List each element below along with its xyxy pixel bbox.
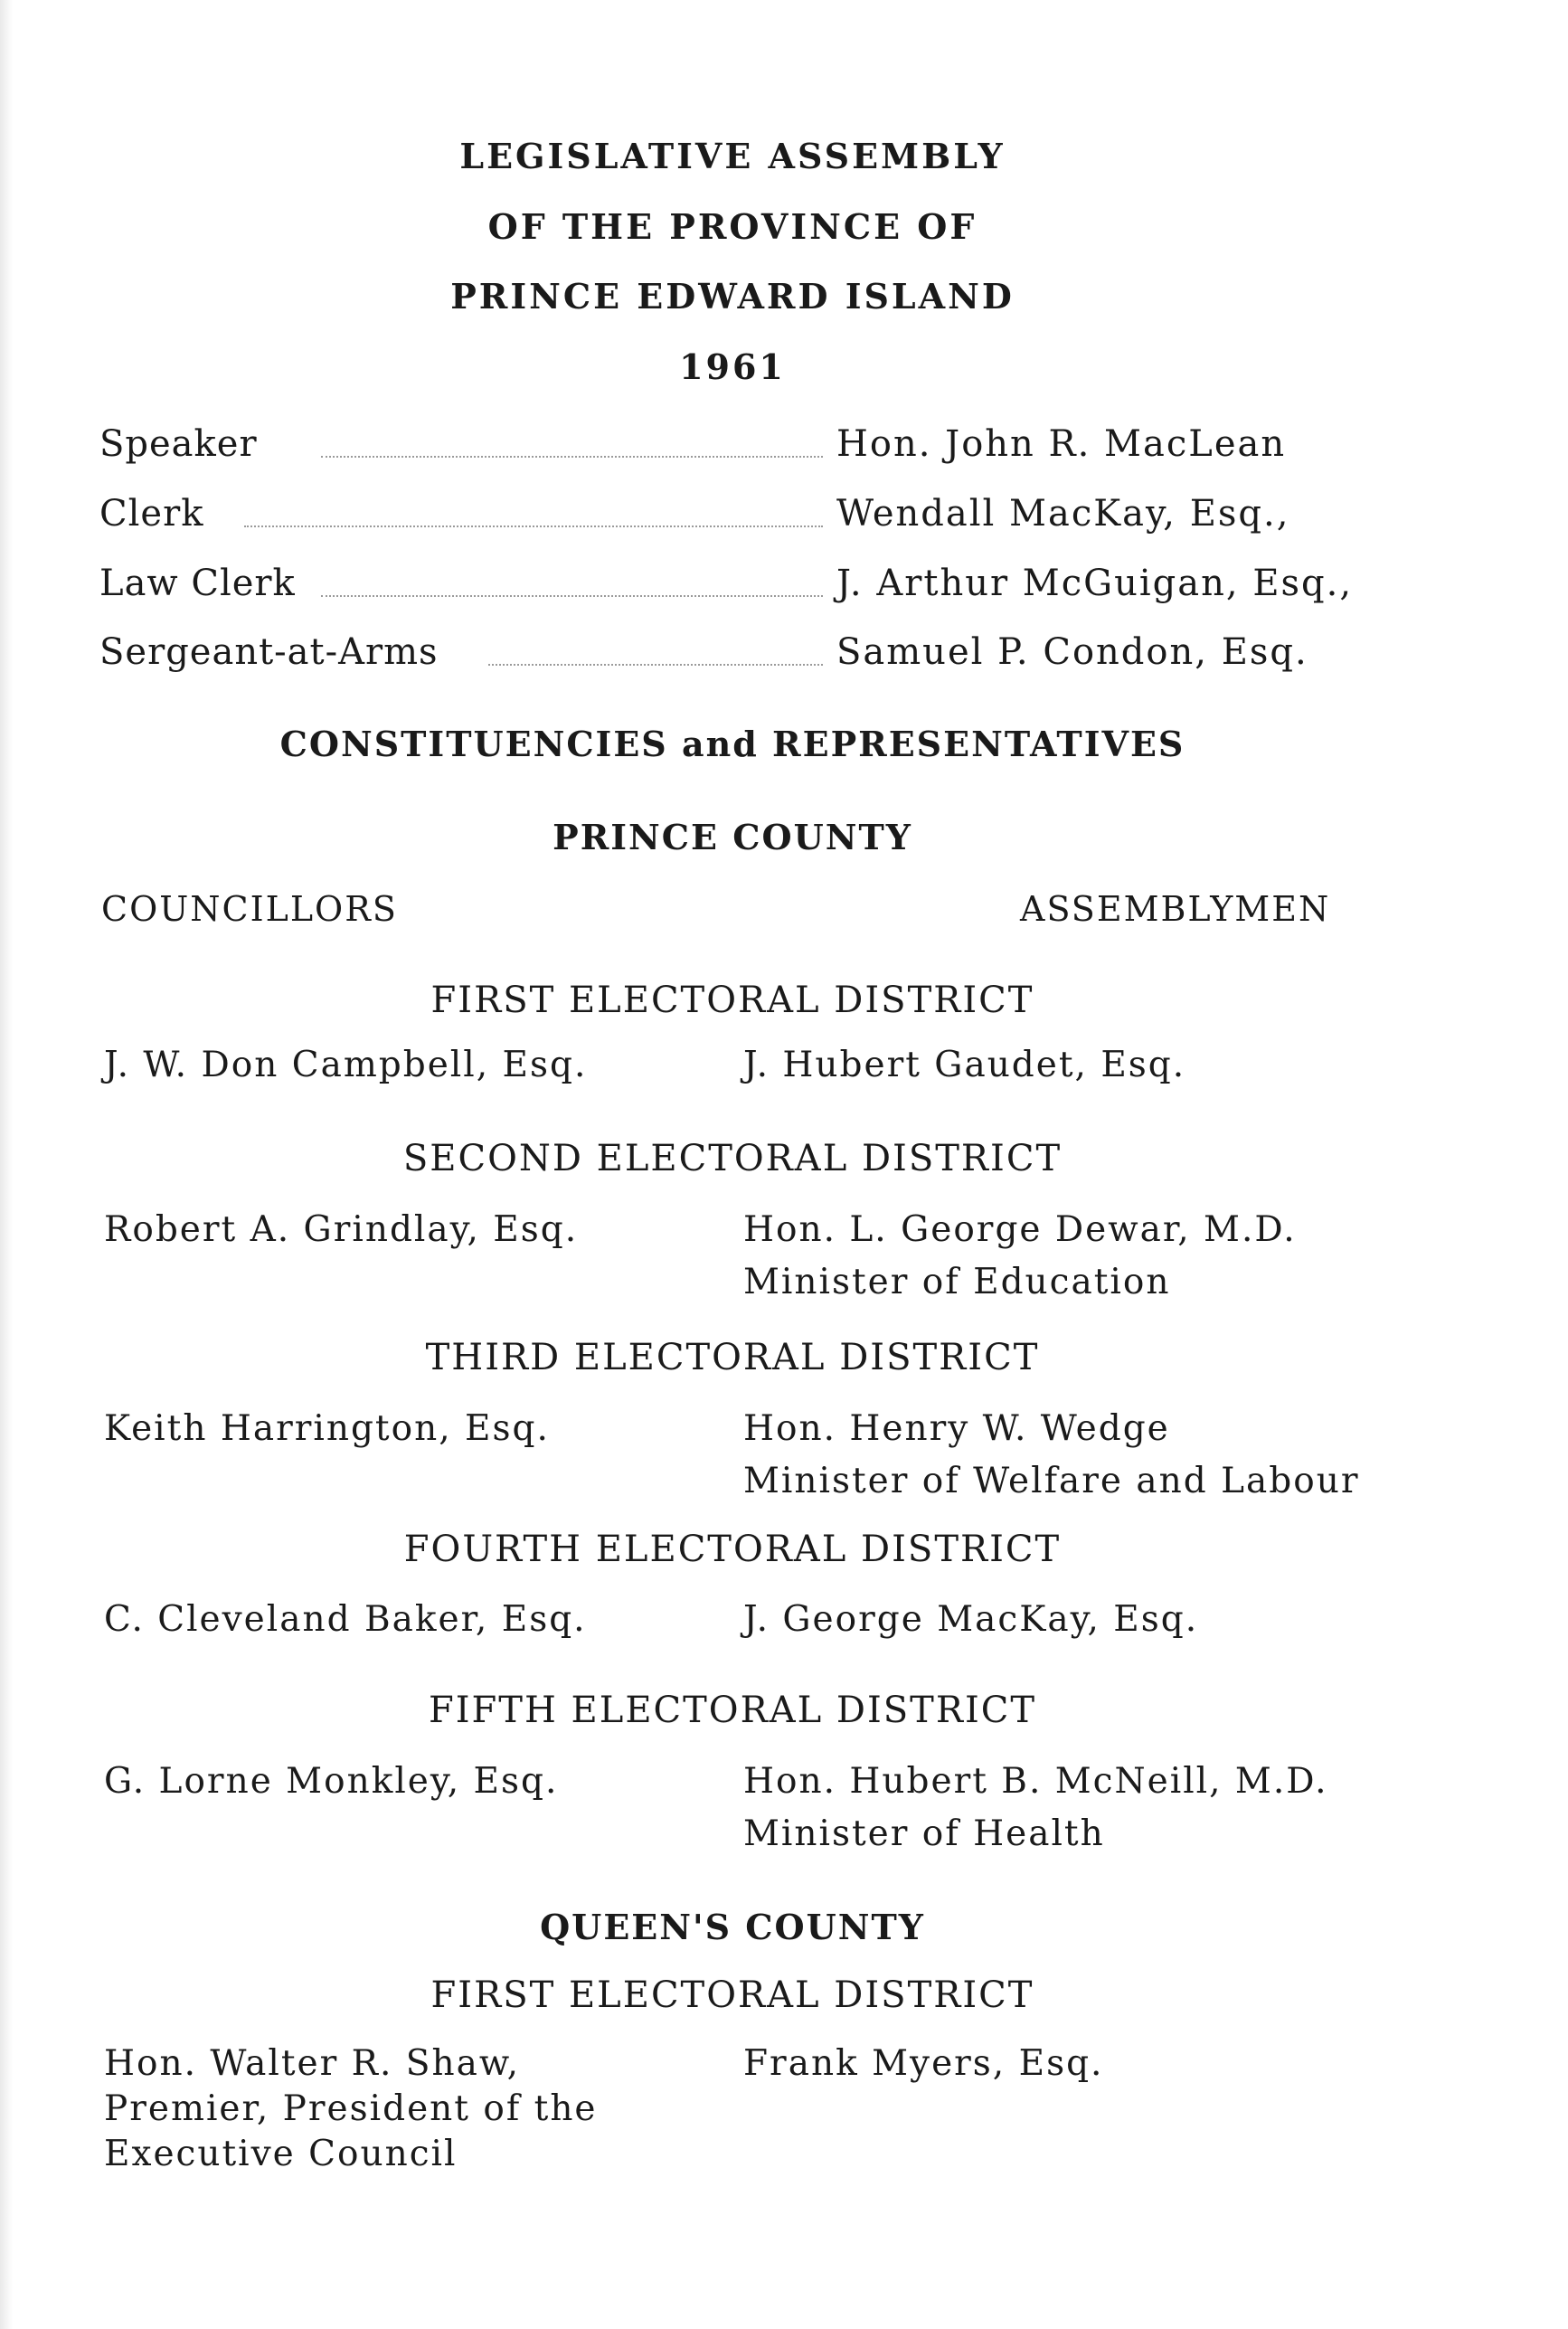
officer-name: Samuel P. Condon, Esq. bbox=[836, 631, 1308, 673]
assemblyman-name: Frank Myers, Esq. bbox=[743, 2043, 1104, 2084]
officer-row-law-clerk bbox=[99, 563, 1354, 613]
councillor-name: G. Lorne Monkley, Esq. bbox=[104, 1761, 559, 1802]
header-line-2: OF THE PROVINCE OF bbox=[487, 206, 978, 247]
column-heading-assemblymen: ASSEMBLYMEN bbox=[1020, 889, 1331, 929]
header-year: 1961 bbox=[679, 346, 786, 387]
dot-leader bbox=[488, 664, 823, 666]
officer-name: Wendall MacKay, Esq., bbox=[836, 493, 1290, 535]
assemblyman-portfolio: Minister of Health bbox=[743, 1813, 1105, 1854]
councillor-name: C. Cleveland Baker, Esq. bbox=[104, 1599, 587, 1640]
assemblyman-portfolio: Minister of Education bbox=[743, 1262, 1171, 1302]
officer-name: J. Arthur McGuigan, Esq., bbox=[836, 563, 1354, 604]
assemblyman-name: J. Hubert Gaudet, Esq. bbox=[743, 1045, 1186, 1085]
dot-leader bbox=[321, 456, 823, 458]
district-title: FIRST ELECTORAL DISTRICT bbox=[430, 980, 1034, 1021]
assemblyman-name bbox=[743, 1406, 1359, 1504]
assemblyman-name-line: Hon. Hubert B. McNeill, M.D. bbox=[743, 1761, 1328, 1802]
county-heading-queens: QUEEN'S COUNTY bbox=[540, 1907, 925, 1947]
councillor-title-line: Premier, President of the bbox=[104, 2088, 598, 2129]
section-heading: CONSTITUENCIES and REPRESENTATIVES bbox=[279, 724, 1185, 764]
assemblyman-name-line: Hon. Henry W. Wedge bbox=[743, 1408, 1170, 1449]
dot-leader bbox=[244, 525, 823, 527]
officer-role: Clerk bbox=[99, 493, 204, 535]
county-heading-prince: PRINCE COUNTY bbox=[553, 817, 912, 857]
councillor-name: J. W. Don Campbell, Esq. bbox=[104, 1045, 588, 1085]
header-line-3: PRINCE EDWARD ISLAND bbox=[450, 276, 1015, 317]
district-title: FIFTH ELECTORAL DISTRICT bbox=[428, 1690, 1037, 1731]
officer-row-sergeant-at-arms bbox=[99, 631, 1347, 682]
column-heading-councillors: COUNCILLORS bbox=[101, 889, 398, 929]
councillor-name-line: Hon. Walter R. Shaw, bbox=[104, 2043, 521, 2084]
dot-leader bbox=[321, 595, 823, 597]
assemblyman-name: J. George MacKay, Esq. bbox=[743, 1599, 1199, 1640]
officer-role: Speaker bbox=[99, 423, 258, 465]
councillor-title-line: Executive Council bbox=[104, 2134, 458, 2174]
assemblyman-portfolio: Minister of Welfare and Labour bbox=[743, 1461, 1360, 1501]
assemblyman-name bbox=[743, 1207, 1297, 1305]
header-line-1: LEGISLATIVE ASSEMBLY bbox=[459, 136, 1006, 176]
officer-row-speaker bbox=[99, 423, 1347, 474]
assemblyman-name bbox=[743, 1759, 1328, 1857]
district-title: THIRD ELECTORAL DISTRICT bbox=[425, 1337, 1040, 1378]
councillor-name: Keith Harrington, Esq. bbox=[104, 1408, 550, 1449]
district-title: FIRST ELECTORAL DISTRICT bbox=[430, 1974, 1034, 2016]
officer-name: Hon. John R. MacLean bbox=[836, 423, 1287, 465]
officer-role: Law Clerk bbox=[99, 563, 296, 604]
councillor-name: Robert A. Grindlay, Esq. bbox=[104, 1209, 579, 1250]
officer-role: Sergeant-at-Arms bbox=[99, 631, 439, 673]
district-title: SECOND ELECTORAL DISTRICT bbox=[402, 1138, 1063, 1179]
assemblyman-name-line: Hon. L. George Dewar, M.D. bbox=[743, 1209, 1297, 1250]
district-title: FOURTH ELECTORAL DISTRICT bbox=[403, 1529, 1062, 1570]
officer-row-clerk bbox=[99, 493, 1347, 544]
councillor-name bbox=[104, 2041, 598, 2177]
